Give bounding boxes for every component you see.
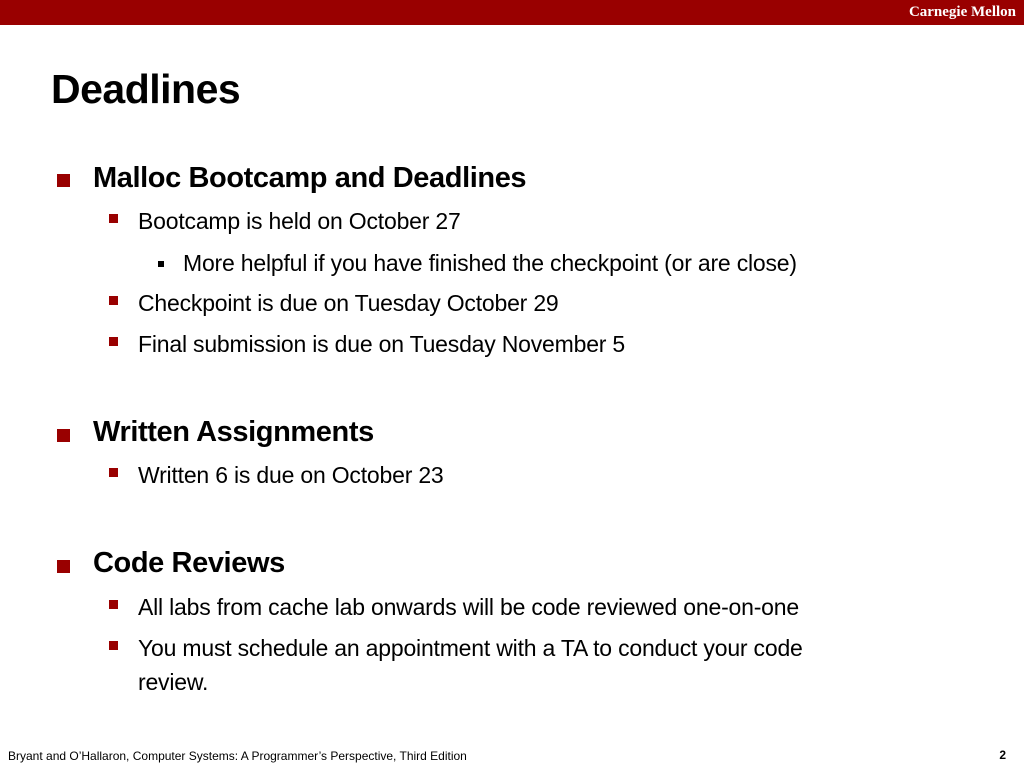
slide-title: Deadlines [51, 66, 241, 112]
brand-label: Carnegie Mellon [908, 4, 1016, 20]
section-bullet-icon [57, 174, 70, 187]
item-bullet-icon [109, 337, 118, 346]
section-heading: Written Assignments [93, 416, 374, 448]
section-heading: Malloc Bootcamp and Deadlines [93, 162, 527, 194]
list-subitem: More helpful if you have finished the checkpoint (or are close) [183, 250, 797, 276]
item-bullet-icon [109, 296, 118, 305]
page-number: 2 [999, 748, 1006, 762]
footer-citation: Bryant and O’Hallaron, Computer Systems: A Programmer’s Perspective, Third Edition [8, 749, 467, 763]
section-heading: Code Reviews [93, 547, 285, 579]
item-bullet-icon [109, 600, 118, 609]
list-item: Checkpoint is due on Tuesday October 29 [138, 290, 559, 316]
list-item-line: You must schedule an appointment with a TA to conduct your code [138, 635, 803, 661]
list-item-line: review. [138, 669, 209, 695]
list-item: Bootcamp is held on October 27 [138, 208, 461, 234]
list-item: All labs from cache lab onwards will be code reviewed one-on-one [138, 594, 799, 620]
section-bullet-icon [57, 560, 70, 573]
subitem-bullet-icon [158, 261, 164, 267]
item-bullet-icon [109, 468, 118, 477]
item-bullet-icon [109, 641, 118, 650]
item-bullet-icon [109, 214, 118, 223]
list-item: Final submission is due on Tuesday November 5 [138, 331, 626, 357]
list-item: Written 6 is due on October 23 [138, 462, 444, 488]
section-bullet-icon [57, 429, 70, 442]
